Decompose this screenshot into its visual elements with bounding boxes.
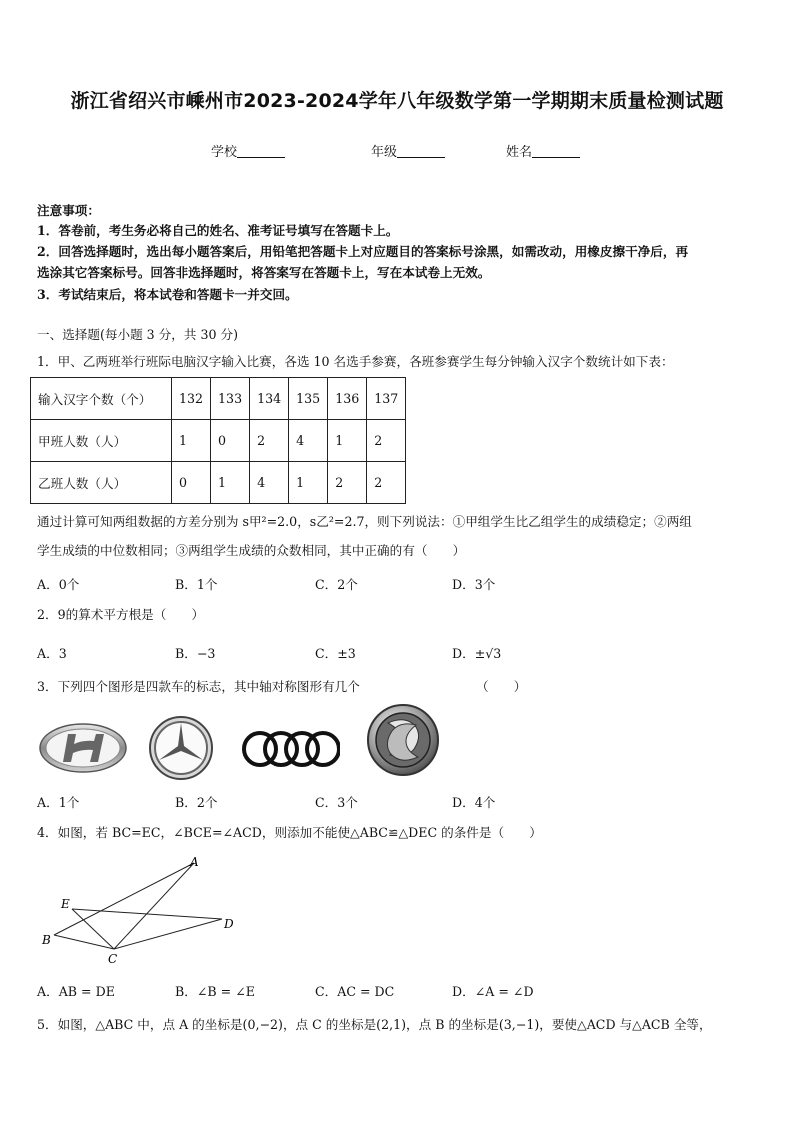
q2-option-b: B．−3: [175, 646, 216, 661]
q1-option-b: B．1个: [175, 577, 218, 592]
table-cell: 4: [250, 462, 289, 504]
q4-option-c: C．AC = DC: [315, 984, 395, 999]
table-row: [31, 378, 406, 420]
table-cell: 0: [211, 420, 250, 462]
table-cell: 4: [289, 420, 328, 462]
q4-option-a: A．AB = DE: [37, 984, 115, 999]
table-cell: 137: [367, 378, 406, 420]
table-cell: 134: [250, 378, 289, 420]
label-a: A: [190, 855, 199, 869]
q4-option-b: B．∠B = ∠E: [175, 984, 255, 999]
q2-stem: 2．9的算术平方根是（ ）: [37, 607, 205, 622]
label-e: E: [61, 897, 70, 911]
audi-logo-icon: [240, 728, 340, 770]
q3-option-a: A．1个: [37, 795, 80, 810]
label-c: C: [108, 952, 118, 966]
table-cell: 甲班人数（人）: [31, 420, 172, 462]
table-row: [31, 420, 406, 462]
section-heading: 一、选择题(每小题 3 分，共 30 分): [37, 327, 239, 342]
table-cell: 2: [328, 462, 367, 504]
name-field: [506, 141, 580, 160]
table-cell: 乙班人数（人）: [31, 462, 172, 504]
q1-option-c: C．2个: [315, 577, 358, 592]
table-cell: 输入汉字个数（个）: [31, 378, 172, 420]
q2-option-a: A．3: [37, 646, 67, 661]
school-field: [211, 141, 285, 160]
label-b: B: [42, 933, 51, 947]
table-cell: 2: [367, 462, 406, 504]
table-cell: 1: [289, 462, 328, 504]
q3-option-c: C．3个: [315, 795, 358, 810]
q3-paren: （ ）: [476, 679, 527, 694]
q1-stem: 1．甲、乙两班举行班际电脑汉字输入比赛，各选 10 名选手参赛，各班参赛学生每分钟输入汉字个数统计如下表：: [37, 354, 674, 369]
label-d: D: [224, 917, 234, 931]
school-blank: [237, 145, 285, 158]
notice-item: 选涂其它答案标号。回答非选择题时，将答案写在答题卡上，写在本试卷上无效。: [37, 265, 491, 280]
name-blank: [532, 145, 580, 158]
q1-option-a: A．0个: [37, 577, 80, 592]
school-label: 学校: [211, 145, 238, 160]
hyundai-logo-icon: [38, 722, 128, 774]
table-cell: 2: [367, 420, 406, 462]
grade-blank: [397, 145, 445, 158]
notice-item: 2．回答选择题时，选出每小题答案后，用铅笔把答题卡上对应题目的答案标号涂黑，如需改动，用橡皮擦干净后，再: [37, 244, 689, 259]
q5-stem: 5．如图，△ABC 中，点 A 的坐标是(0,−2)，点 C 的坐标是(2,1)，点 B 的坐标是(3,−1)，要使△ACD 与△ACB 全等，: [37, 1017, 712, 1032]
q1-line2: 通过计算可知两组数据的方差分别为 s甲²=2.0，s乙²=2.7，则下列说法：①甲组学生比乙组学生的成绩稳定；②两组: [37, 514, 692, 529]
name-label: 姓名: [506, 145, 533, 160]
table-cell: 135: [289, 378, 328, 420]
notice-item: 1．答卷前，考生务必将自己的姓名、准考证号填写在答题卡上。: [37, 223, 399, 238]
grade-field: [371, 141, 445, 160]
q1-table: [30, 377, 406, 504]
q3-option-b: B．2个: [175, 795, 218, 810]
q3-option-d: D．4个: [452, 795, 496, 810]
q1-line3: 学生成绩的中位数相同；③两组学生成绩的众数相同，其中正确的有（ ）: [37, 543, 466, 558]
table-cell: 136: [328, 378, 367, 420]
notice-heading: 注意事项：: [37, 203, 100, 218]
dongfeng-logo-icon: [366, 703, 440, 777]
table-cell: 1: [211, 462, 250, 504]
table-cell: 2: [250, 420, 289, 462]
page-title: 浙江省绍兴市嵊州市2023-2024学年八年级数学第一学期期末质量检测试题: [70, 90, 724, 112]
table-row: [31, 462, 406, 504]
notice-item: 3．考试结束后，将本试卷和答题卡一并交回。: [37, 287, 298, 302]
table-cell: 1: [172, 420, 211, 462]
grade-label: 年级: [371, 145, 398, 160]
table-cell: 0: [172, 462, 211, 504]
q1-option-d: D．3个: [452, 577, 496, 592]
table-cell: 133: [211, 378, 250, 420]
q4-stem: 4．如图，若 BC=EC，∠BCE=∠ACD，则添加不能使△ABC≌△DEC 的条件是（ ）: [37, 825, 542, 840]
mercedes-logo-icon: [148, 715, 214, 781]
table-cell: 132: [172, 378, 211, 420]
q4-triangle-figure: [36, 853, 246, 969]
q2-option-d: D．±√3: [452, 646, 502, 661]
q3-stem: 3．下列四个图形是四款车的标志，其中轴对称图形有几个: [37, 679, 360, 694]
q4-option-d: D．∠A = ∠D: [452, 984, 534, 999]
table-cell: 1: [328, 420, 367, 462]
q2-option-c: C．±3: [315, 646, 356, 661]
